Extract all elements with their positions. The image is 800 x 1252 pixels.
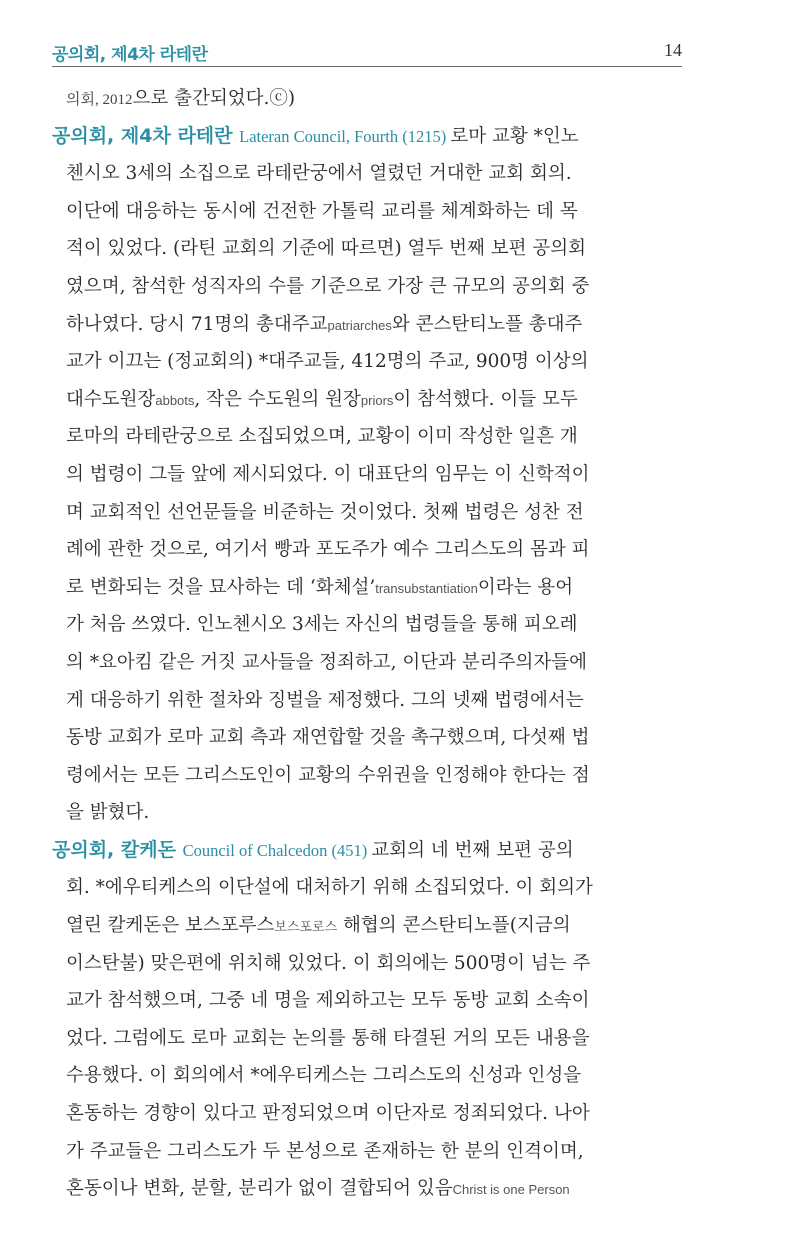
gloss-term: transubstantiation [375, 580, 478, 596]
text-line [52, 494, 684, 532]
text-line [52, 381, 684, 419]
text-line [52, 832, 684, 870]
text-segment: 가 주교들은 그리스도가 두 본성으로 존재하는 한 분의 인격이며, [66, 1140, 584, 1162]
text-line [52, 757, 684, 795]
text-line [52, 80, 684, 118]
entry-english-term: Lateran Council, Fourth (1215) [239, 126, 451, 146]
text-segment: 이 참석했다. 이들 모두 [393, 388, 578, 410]
text-segment: 로마 교황 *인노 [450, 125, 579, 147]
text-segment: 의회, 2012 [66, 92, 133, 108]
text-line [52, 606, 684, 644]
text-segment: 해협의 콘스탄티노플(지금의 [337, 915, 571, 937]
text-line [52, 794, 684, 832]
text-segment: 동방 교회가 로마 교회 측과 재연합할 것을 촉구했으며, 다섯째 법 [66, 727, 590, 749]
text-segment: 첸시오 3세의 소집으로 라테란궁에서 열렸던 거대한 교회 회의. [66, 163, 572, 185]
page-number: 14 [664, 40, 682, 60]
text-line [52, 719, 684, 757]
text-segment: 였으며, 참석한 성직자의 수를 기준으로 가장 큰 규모의 공의회 중 [66, 275, 590, 297]
text-segment: 대수도원장 [66, 388, 156, 410]
text-segment: 로마의 라테란궁으로 소집되었으며, 교황이 이미 작성한 일흔 개 [66, 426, 578, 448]
text-line [52, 456, 684, 494]
text-segment: 을 밝혔다. [66, 802, 150, 824]
text-segment: 이단에 대응하는 동시에 건전한 가톨릭 교리를 체계화하는 데 목 [66, 200, 578, 222]
gloss-term: abbots [155, 392, 195, 408]
text-line [52, 193, 684, 231]
text-segment: 혼동하는 경향이 있다고 판정되었으며 이단자로 정죄되었다. 나아 [66, 1103, 590, 1125]
text-line [52, 682, 684, 720]
text-segment: 교가 이끄는 (정교회의) *대주교들, 412명의 주교, 900명 이상의 [66, 351, 589, 373]
gloss-term: 보스포로스 [274, 919, 338, 935]
text-segment: , 작은 수도원의 원장 [194, 388, 361, 410]
text-line [52, 644, 684, 682]
text-line [52, 230, 684, 268]
text-line [52, 1133, 684, 1171]
entry-english-term: Council of Chalcedon (451) [182, 840, 372, 860]
text-line [52, 907, 684, 945]
text-line [52, 418, 684, 456]
text-segment: 의 *요아킴 같은 거짓 교사들을 정죄하고, 이단과 분리주의자들에 [66, 651, 587, 673]
text-segment: 이라는 용어 [477, 576, 574, 598]
text-line [52, 869, 684, 907]
entry-headword: 공의회, 제4차 라테란 [52, 124, 240, 147]
gloss-term: Christ is one Person [452, 1182, 570, 1198]
text-segment: 교가 참석했으며, 그중 네 명을 제외하고는 모두 동방 교회 소속이 [66, 990, 590, 1012]
text-segment: 회. *에우티케스의 이단설에 대처하기 위해 소집되었다. 이 회의가 [66, 877, 593, 899]
text-line [52, 1170, 684, 1208]
running-header [52, 40, 682, 67]
text-line [52, 268, 684, 306]
text-line [52, 306, 684, 344]
text-segment: 와 콘스탄티노플 총대주 [391, 313, 583, 335]
text-line [52, 982, 684, 1020]
text-segment: 교회의 네 번째 보편 공의 [371, 839, 574, 861]
text-line [52, 569, 684, 607]
text-segment: 혼동이나 변화, 분할, 분리가 없이 결합되어 있음 [66, 1178, 453, 1200]
text-segment: 적이 있었다. (라틴 교회의 기준에 따르면) 열두 번째 보편 공의회 [66, 238, 587, 260]
text-line [52, 531, 684, 569]
text-segment: 며 교회적인 선언문들을 비준하는 것이었다. 첫째 법령은 성찬 전 [66, 501, 584, 523]
text-segment: 이스탄불) 맞은편에 위치해 있었다. 이 회의에는 500명이 넘는 주 [66, 952, 591, 974]
text-line [52, 945, 684, 983]
text-line [52, 1057, 684, 1095]
entry-headword: 공의회, 칼케돈 [52, 838, 183, 861]
running-title: 공의회, 제4차 라테란 [52, 45, 208, 65]
gloss-term: patriarches [327, 317, 392, 333]
text-line [52, 118, 684, 156]
text-segment: 으로 출간되었다.ⓒ) [132, 88, 296, 109]
text-segment: 령에서는 모든 그리스도인이 교황의 수위권을 인정해야 한다는 점 [66, 764, 590, 786]
text-segment: 었다. 그럼에도 로마 교회는 논의를 통해 타결된 거의 모든 내용을 [66, 1027, 590, 1049]
text-line [52, 1095, 684, 1133]
text-line [52, 155, 684, 193]
text-segment: 가 처음 쓰였다. 인노첸시오 3세는 자신의 법령들을 통해 피오레 [66, 614, 578, 636]
text-segment: 게 대응하기 위한 절차와 징벌을 제정했다. 그의 넷째 법령에서는 [66, 689, 584, 711]
text-segment: 로 변화되는 것을 묘사하는 데 ‘화체설’ [66, 576, 376, 598]
gloss-term: priors [360, 392, 394, 408]
text-segment: 례에 관한 것으로, 여기서 빵과 포도주가 예수 그리스도의 몸과 피 [66, 539, 590, 561]
text-line [52, 1020, 684, 1058]
text-line [52, 343, 684, 381]
text-segment: 의 법령이 그들 앞에 제시되었다. 이 대표단의 임무는 이 신학적이 [66, 463, 590, 485]
text-segment: 하나였다. 당시 71명의 총대주교 [66, 313, 328, 335]
text-segment: 열린 칼케돈은 보스포루스 [66, 915, 275, 937]
dictionary-body [52, 80, 684, 1208]
text-segment: 수용했다. 이 회의에서 *에우티케스는 그리스도의 신성과 인성을 [66, 1065, 582, 1087]
